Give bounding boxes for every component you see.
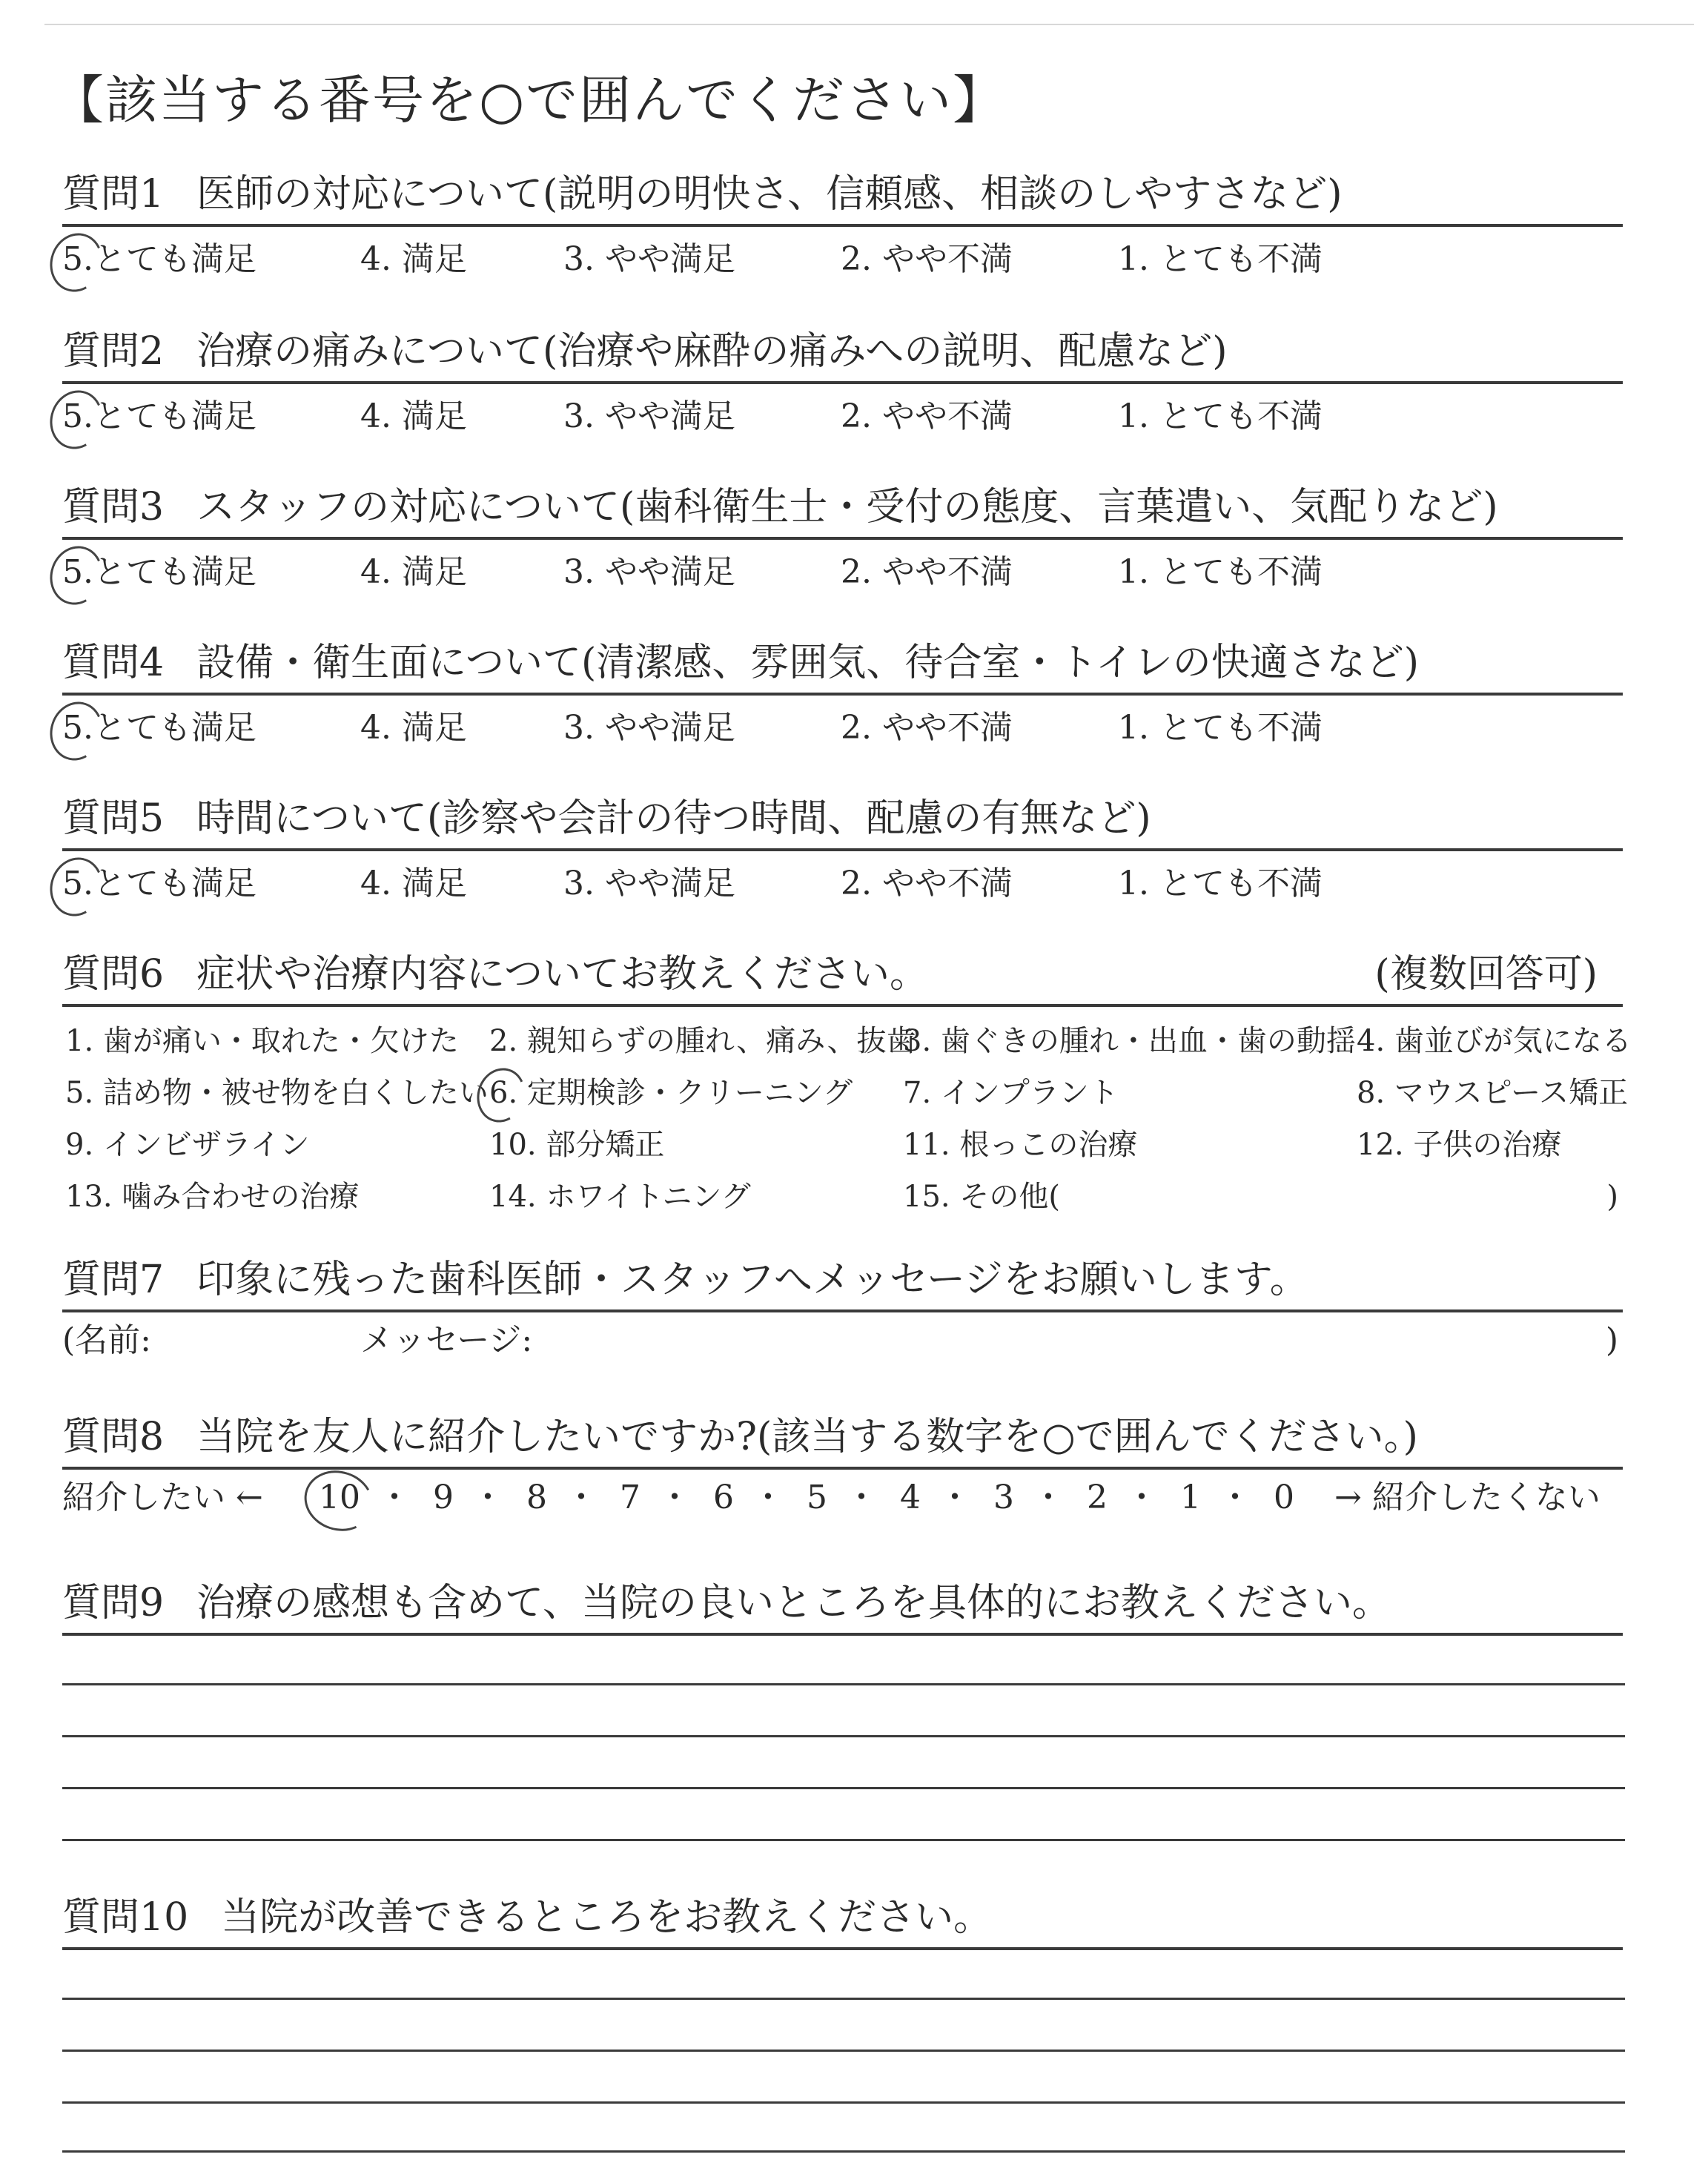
scale-value[interactable]: 0 <box>1274 1479 1294 1516</box>
scale-dot: ・ <box>939 1479 971 1516</box>
question-header <box>62 329 1623 384</box>
question-text: 時間について(診察や会計の待つ時間、配慮の有無など) <box>196 796 1151 841</box>
scale-value[interactable]: 5 <box>807 1479 827 1516</box>
scale-dot: ・ <box>471 1479 504 1516</box>
question-3 <box>62 485 1623 601</box>
question-number: 質問9 <box>62 1581 165 1625</box>
treatment-option[interactable]: 4. 歯並びが気になる <box>1357 1024 1632 1058</box>
question-1 <box>62 172 1623 288</box>
option-2[interactable]: 2. やや不満 <box>841 865 1013 902</box>
answer-line[interactable] <box>62 2150 1625 2153</box>
circled-mark <box>42 695 110 767</box>
question-number: 質問5 <box>62 796 165 841</box>
question-header <box>62 485 1623 540</box>
scale-dot: ・ <box>845 1479 878 1516</box>
message-row <box>62 1321 1623 1369</box>
option-4[interactable]: 4. 満足 <box>360 397 467 435</box>
question-header <box>62 641 1623 696</box>
question-number: 質問1 <box>62 172 165 217</box>
scale-right-label: → 紹介したくない <box>1334 1479 1601 1516</box>
question-text: 症状や治療内容についてお教えください。 <box>196 952 929 997</box>
circled-mark <box>42 383 110 456</box>
option-3[interactable]: 3. やや満足 <box>563 240 735 278</box>
treatment-option[interactable]: 13. 噛み合わせの治療 <box>65 1180 360 1214</box>
page-title: 【該当する番号を○で囲んでください】 <box>52 70 1007 131</box>
question-number: 質問8 <box>62 1415 165 1459</box>
circled-mark <box>42 851 110 923</box>
option-3[interactable]: 3. やや満足 <box>563 397 735 435</box>
recommend-scale <box>62 1479 1623 1533</box>
message-close-paren: ) <box>1605 1321 1618 1359</box>
scale-value[interactable]: 2 <box>1087 1479 1108 1516</box>
question-4 <box>62 641 1623 756</box>
option-5[interactable]: 5.とても満足 <box>62 240 256 278</box>
question-header <box>62 1258 1623 1312</box>
top-border <box>44 24 1694 25</box>
option-1[interactable]: 1. とても不満 <box>1118 865 1323 902</box>
option-1[interactable]: 1. とても不満 <box>1118 397 1323 435</box>
rating-options <box>62 553 1623 601</box>
question-number: 質問7 <box>62 1258 165 1302</box>
scale-dot: ・ <box>752 1479 784 1516</box>
scale-value[interactable]: 6 <box>713 1479 734 1516</box>
message-label: メッセージ: <box>360 1321 533 1359</box>
scale-dot: ・ <box>658 1479 691 1516</box>
treatment-option[interactable]: 3. 歯ぐきの腫れ・出血・歯の動揺 <box>903 1024 1356 1058</box>
circled-mark <box>42 539 110 612</box>
circled-mark <box>470 1062 532 1129</box>
option-4[interactable]: 4. 満足 <box>360 553 467 591</box>
option-4[interactable]: 4. 満足 <box>360 240 467 278</box>
treatment-option[interactable]: 2. 親知らずの腫れ、痛み、抜歯 <box>489 1024 916 1058</box>
scale-value[interactable]: 3 <box>993 1479 1014 1516</box>
question-header <box>62 172 1623 227</box>
option-3[interactable]: 3. やや満足 <box>563 553 735 591</box>
treatment-options <box>62 1024 1632 1249</box>
option-4[interactable]: 4. 満足 <box>360 709 467 747</box>
answer-line[interactable] <box>62 1683 1625 1685</box>
scale-value[interactable]: 1 <box>1180 1479 1201 1516</box>
question-text: 設備・衛生面について(清潔感、雰囲気、待合室・トイレの快適さなど) <box>196 641 1420 685</box>
rating-options <box>62 865 1623 912</box>
scale-value[interactable]: 9 <box>433 1479 454 1516</box>
question-7 <box>62 1258 1623 1369</box>
answer-line[interactable] <box>62 2050 1625 2052</box>
question-6 <box>62 952 1632 1249</box>
question-header <box>62 1581 1623 1636</box>
question-header <box>62 796 1623 851</box>
question-text: 印象に残った歯科医師・スタッフへメッセージをお願いします。 <box>196 1258 1308 1302</box>
question-number: 質問3 <box>62 485 165 529</box>
question-header <box>62 952 1623 1007</box>
option-1[interactable]: 1. とても不満 <box>1118 553 1323 591</box>
treatment-option[interactable]: 5. 詰め物・被せ物を白くしたい <box>65 1076 489 1110</box>
answer-line[interactable] <box>62 1735 1625 1737</box>
rating-options <box>62 397 1623 445</box>
option-2[interactable]: 2. やや不満 <box>841 240 1013 278</box>
option-5[interactable]: 5.とても満足 <box>62 865 256 902</box>
question-text: 当院を友人に紹介したいですか?(該当する数字を○で囲んでください。) <box>196 1415 1418 1459</box>
treatment-option[interactable]: 10. 部分矯正 <box>489 1128 665 1162</box>
rating-options <box>62 709 1623 756</box>
question-10 <box>62 1895 1623 1950</box>
option-5[interactable]: 5.とても満足 <box>62 553 256 591</box>
answer-line[interactable] <box>62 1787 1625 1789</box>
treatment-option[interactable]: 9. インビザライン <box>65 1128 310 1162</box>
circled-mark <box>42 226 110 299</box>
answer-line[interactable] <box>62 2101 1625 2104</box>
scale-value[interactable]: 7 <box>620 1479 640 1516</box>
name-label: (名前: <box>62 1321 151 1359</box>
question-number: 質問4 <box>62 641 165 685</box>
question-5 <box>62 796 1623 912</box>
scale-dot: ・ <box>378 1479 411 1516</box>
answer-line[interactable] <box>62 1839 1625 1841</box>
scale-dot: ・ <box>1219 1479 1251 1516</box>
option-5[interactable]: 5.とても満足 <box>62 709 256 747</box>
treatment-option[interactable]: 7. インプラント <box>903 1076 1119 1110</box>
multiple-answer-note: (複数回答可) <box>1374 952 1598 997</box>
answer-line[interactable] <box>62 1998 1625 2000</box>
treatment-option[interactable]: 1. 歯が痛い・取れた・欠けた <box>65 1024 459 1058</box>
treatment-option[interactable]: 8. マウスピース矯正 <box>1357 1076 1629 1110</box>
circled-mark <box>297 1462 381 1539</box>
option-2[interactable]: 2. やや不満 <box>841 397 1013 435</box>
scale-dot: ・ <box>565 1479 598 1516</box>
option-2[interactable]: 2. やや不満 <box>841 553 1013 591</box>
rating-options <box>62 240 1623 288</box>
treatment-option[interactable]: 14. ホワイトニング <box>489 1180 751 1214</box>
question-text: スタッフの対応について(歯科衛生士・受付の態度、言葉遣い、気配りなど) <box>196 485 1498 529</box>
option-1[interactable]: 1. とても不満 <box>1118 709 1323 747</box>
treatment-option[interactable]: 11. 根っこの治療 <box>903 1128 1138 1162</box>
question-number: 質問6 <box>62 952 165 997</box>
question-number: 質問2 <box>62 329 165 374</box>
question-number: 質問10 <box>62 1895 189 1940</box>
question-header <box>62 1895 1623 1950</box>
question-text: 治療の感想も含めて、当院の良いところを具体的にお教えください。 <box>196 1581 1391 1625</box>
treatment-option[interactable]: 12. 子供の治療 <box>1357 1128 1562 1162</box>
option-4[interactable]: 4. 満足 <box>360 865 467 902</box>
scale-dot: ・ <box>1125 1479 1158 1516</box>
question-9 <box>62 1581 1623 1636</box>
question-8 <box>62 1415 1623 1533</box>
option-3[interactable]: 3. やや満足 <box>563 865 735 902</box>
scale-left-label: 紹介したい ← <box>62 1479 263 1516</box>
question-text: 治療の痛みについて(治療や麻酔の痛みへの説明、配慮など) <box>196 329 1228 374</box>
scale-value[interactable]: 10 <box>319 1479 360 1516</box>
option-2[interactable]: 2. やや不満 <box>841 709 1013 747</box>
scale-value[interactable]: 4 <box>900 1479 921 1516</box>
scale-value[interactable]: 8 <box>526 1479 547 1516</box>
option-5[interactable]: 5.とても満足 <box>62 397 256 435</box>
treatment-option-other[interactable]: 15. その他( <box>903 1180 1060 1214</box>
question-header <box>62 1415 1623 1470</box>
option-3[interactable]: 3. やや満足 <box>563 709 735 747</box>
scale-dot: ・ <box>1032 1479 1065 1516</box>
question-2 <box>62 329 1623 445</box>
option-1[interactable]: 1. とても不満 <box>1118 240 1323 278</box>
question-text: 医師の対応について(説明の明快さ、信頼感、相談のしやすさなど) <box>196 172 1343 217</box>
question-text: 当院が改善できるところをお教えください。 <box>221 1895 993 1940</box>
treatment-option[interactable]: 6. 定期検診・クリーニング <box>489 1076 853 1110</box>
other-close-paren: ) <box>1606 1180 1618 1214</box>
